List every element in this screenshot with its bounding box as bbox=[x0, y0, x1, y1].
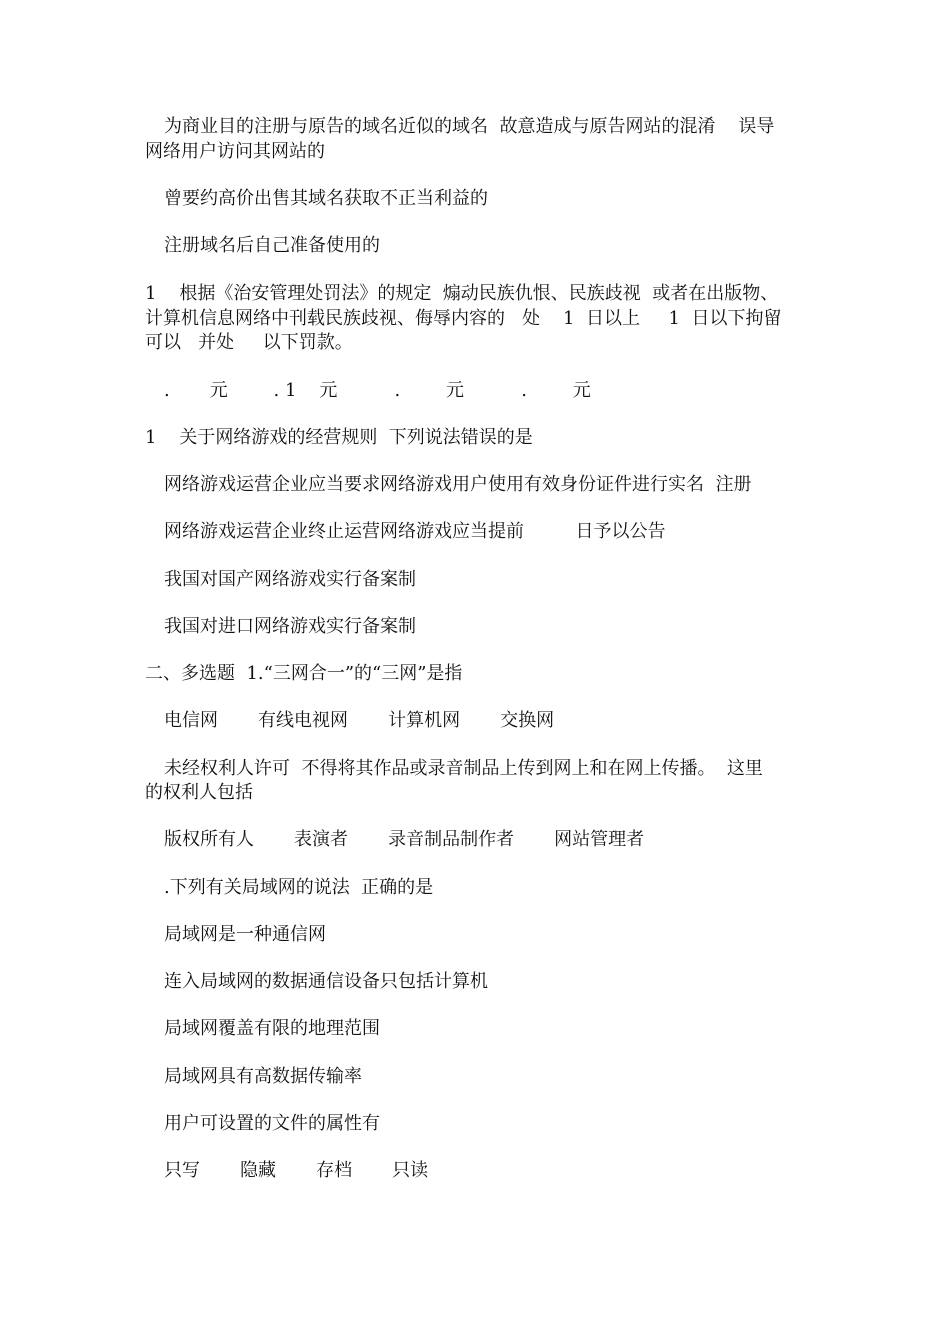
option-line: 我国对进口网络游戏实行备案制 bbox=[164, 616, 416, 637]
question-line: 1 关于网络游戏的经营规则 下列说法错误的是 bbox=[145, 427, 533, 448]
option-line: 曾要约高价出售其域名获取不正当利益的 bbox=[164, 188, 488, 209]
section-heading: 二、多选题 1.“三网合一”的“三网”是指 bbox=[145, 663, 463, 684]
option-line: 局域网具有高数据传输率 bbox=[164, 1066, 362, 1087]
question-line: 1 根据《治安管理处罚法》的规定 煽动民族仇恨、民族歧视 或者在出版物、 bbox=[145, 283, 779, 304]
option-line: 网络游戏运营企业终止运营网络游戏应当提前 日予以公告 bbox=[164, 521, 666, 542]
option-line: 版权所有人 表演者 录音制品制作者 网站管理者 bbox=[164, 829, 645, 850]
option-line: 网络游戏运营企业应当要求网络游戏用户使用有效身份证件进行实名 注册 bbox=[164, 474, 752, 495]
option-line: 局域网覆盖有限的地理范围 bbox=[164, 1018, 380, 1039]
option-line: . 元 . 1 元 . 元 . 元 bbox=[164, 380, 591, 401]
question-line-continued: 可以 并处 以下罚款。 bbox=[145, 332, 353, 353]
question-line-continued: 计算机信息网络中刊载民族歧视、侮辱内容的 处 1 日以上 1 日以下拘留 bbox=[145, 308, 782, 329]
option-line: 我国对国产网络游戏实行备案制 bbox=[164, 569, 416, 590]
option-line: 注册域名后自己准备使用的 bbox=[164, 235, 380, 256]
question-line-continued: 的权利人包括 bbox=[145, 782, 253, 803]
question-line: .下列有关局域网的说法 正确的是 bbox=[164, 877, 434, 898]
question-line: 未经权利人许可 不得将其作品或录音制品上传到网上和在网上传播。 这里 bbox=[164, 758, 763, 779]
option-line: 只写 隐藏 存档 只读 bbox=[164, 1160, 429, 1181]
question-line: 用户可设置的文件的属性有 bbox=[164, 1113, 380, 1134]
option-line: 为商业目的注册与原告的域名近似的域名 故意造成与原告网站的混淆 误导 bbox=[164, 116, 775, 137]
option-line: 电信网 有线电视网 计算机网 交换网 bbox=[164, 710, 555, 731]
option-line: 连入局域网的数据通信设备只包括计算机 bbox=[164, 971, 488, 992]
option-line-continued: 网络用户访问其网站的 bbox=[145, 141, 325, 162]
option-line: 局域网是一种通信网 bbox=[164, 924, 326, 945]
